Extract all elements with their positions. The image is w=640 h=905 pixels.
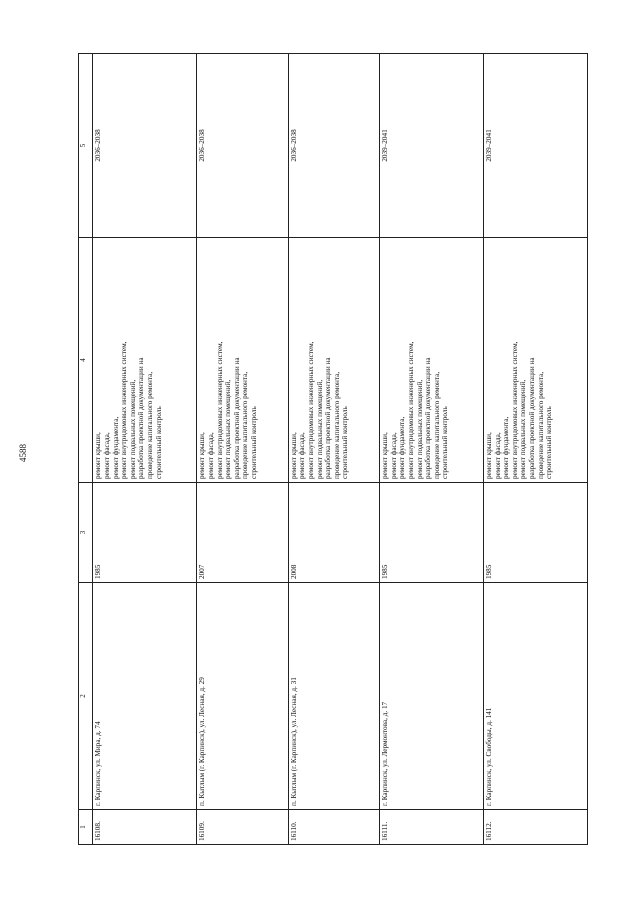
work-item: проведение капитального ремонта, — [332, 371, 341, 479]
works-list-cell — [197, 238, 288, 483]
table-row — [380, 54, 484, 845]
column-header-2: 2 — [79, 583, 93, 810]
work-item: проведение капитального ремонта, — [432, 371, 441, 479]
row-number-cell: 16110. — [288, 810, 379, 845]
column-header-3: 3 — [79, 483, 93, 583]
table-body — [93, 54, 588, 845]
address-cell: г. Карпинск, ул. Лермонтова, д. 17 — [380, 583, 484, 810]
work-item: ремонт фасада, — [298, 432, 307, 479]
rotated-table-container — [78, 79, 588, 845]
work-item: ремонт фасада, — [206, 432, 215, 479]
row-number-cell: 16109. — [197, 810, 288, 845]
work-item: ремонт внутридомовых инженерных систем, — [120, 341, 129, 479]
work-item: ремонт внутридомовых инженерных систем, — [510, 341, 519, 479]
work-item: ремонт подвальных помещений, — [315, 379, 324, 479]
work-item: ремонт крыши, — [198, 432, 207, 479]
table-row — [288, 54, 379, 845]
column-header-1: 1 — [79, 810, 93, 845]
year-built-cell: 2007 — [197, 483, 288, 583]
work-item: ремонт крыши, — [485, 432, 494, 479]
work-item: ремонт фундамента, — [398, 416, 407, 479]
year-built-cell: 1985 — [380, 483, 484, 583]
work-item: разработка проектной документации на — [424, 357, 433, 479]
column-header-4: 4 — [79, 238, 93, 483]
work-item: строительный контроль — [249, 406, 258, 479]
work-item: разработка проектной документации на — [324, 357, 333, 479]
table-row — [93, 54, 197, 845]
year-built-cell: 1985 — [93, 483, 197, 583]
work-item: ремонт внутридомовых инженерных систем, — [215, 341, 224, 479]
work-item: проведение капитального ремонта, — [241, 371, 250, 479]
repair-period-cell: 2036–2038 — [197, 54, 288, 238]
work-item: строительный контроль — [545, 406, 554, 479]
work-item: ремонт подвальных помещений, — [519, 379, 528, 479]
work-item: ремонт фасада, — [103, 432, 112, 479]
row-number-cell: 16111. — [380, 810, 484, 845]
repair-period-cell: 2036–2038 — [93, 54, 197, 238]
page-number: 4588 — [18, 444, 28, 462]
work-item: ремонт крыши, — [381, 432, 390, 479]
work-item: строительный контроль — [154, 406, 163, 479]
address-cell: г. Карпинск, ул. Свободы, д. 141 — [484, 583, 588, 810]
column-header-5: 5 — [79, 54, 93, 238]
address-cell: п. Кытлым (г. Карпинск), ул. Лесная, д. 31 — [288, 583, 379, 810]
work-item: ремонт подвальных помещений, — [224, 379, 233, 479]
work-item: ремонт внутридомовых инженерных систем, — [407, 341, 415, 479]
work-item: ремонт крыши, — [94, 432, 103, 479]
table-row — [484, 54, 588, 845]
work-item: разработка проектной документации на — [528, 357, 537, 479]
column-number-row — [79, 54, 93, 845]
work-item: ремонт подвальных помещений, — [128, 379, 137, 479]
work-item: ремонт подвальных помещений, — [415, 379, 424, 479]
work-item: строительный контроль — [341, 406, 350, 479]
row-number-cell: 16112. — [484, 810, 588, 845]
works-list-cell — [288, 238, 379, 483]
year-built-cell: 2008 — [288, 483, 379, 583]
year-built-cell: 1985 — [484, 483, 588, 583]
repair-period-cell: 2036–2038 — [288, 54, 379, 238]
work-item: ремонт внутридомовых инженерных систем, — [306, 341, 315, 479]
work-item: ремонт фасада, — [493, 432, 502, 479]
repair-period-cell: 2039–2041 — [380, 54, 484, 238]
work-item: ремонт крыши, — [289, 432, 298, 479]
table-row — [197, 54, 288, 845]
work-item: разработка проектной документации на — [232, 357, 241, 479]
work-item: разработка проектной документации на — [137, 357, 146, 479]
repair-schedule-table — [78, 53, 588, 845]
address-cell: г. Карпинск, ул. Мира, д. 74 — [93, 583, 197, 810]
works-list-cell — [93, 238, 197, 483]
work-item: проведение капитального ремонта, — [146, 371, 155, 479]
work-item: ремонт фундамента, — [502, 416, 511, 479]
work-item: ремонт фундамента, — [111, 416, 120, 479]
row-number-cell: 16108. — [93, 810, 197, 845]
address-cell: п. Кытлым (г. Карпинск), ул. Лесная, д. 29 — [197, 583, 288, 810]
works-list-cell — [484, 238, 588, 483]
works-list-cell — [380, 238, 484, 483]
work-item: проведение капитального ремонта, — [536, 371, 545, 479]
work-item: ремонт фасада, — [389, 432, 398, 479]
repair-period-cell: 2039–2041 — [484, 54, 588, 238]
work-item: строительный контроль — [441, 406, 450, 479]
